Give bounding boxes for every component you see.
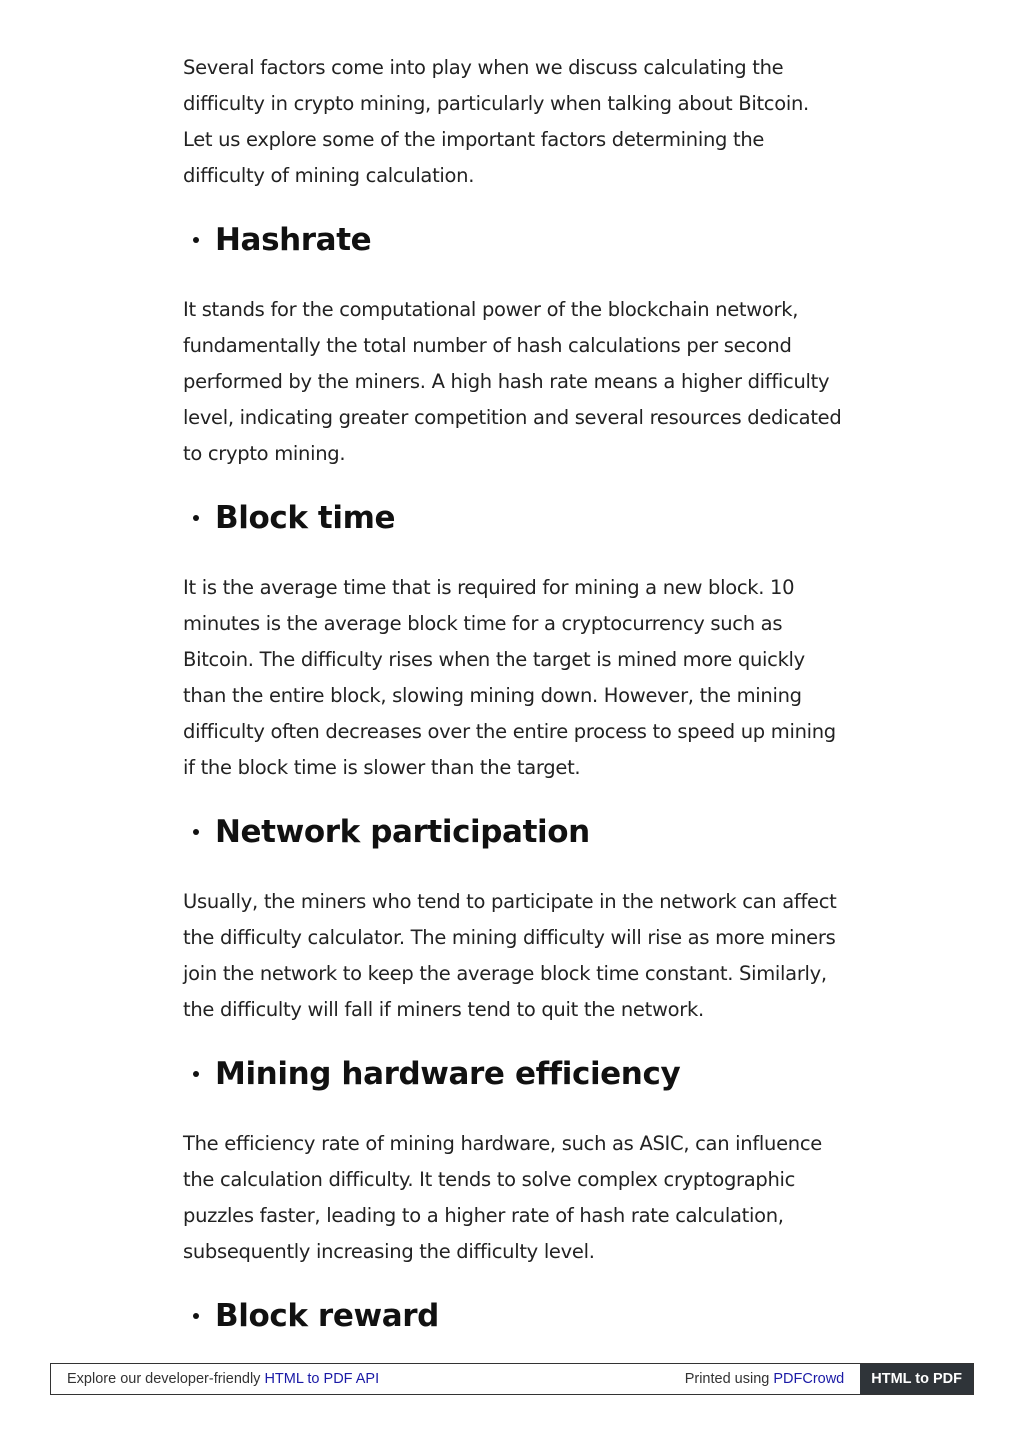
footer-left-text: Explore our developer-friendly <box>67 1371 261 1387</box>
html-to-pdf-api-link[interactable]: HTML to PDF API <box>264 1371 380 1387</box>
heading-label: Mining hardware efficiency <box>215 1056 681 1092</box>
heading-label: Block time <box>215 500 396 536</box>
heading-block-reward <box>183 1294 843 1338</box>
hashrate-paragraph: It stands for the computational power of the blockchain network, fundamentally the total number of hash calculations per second performed by the miners. A high hash rate means a higher difficulty level, indicating greater competition and several resources dedicated to crypto mining. <box>183 298 842 465</box>
heading-label: Network participation <box>215 814 590 850</box>
intro-paragraph: Several factors come into play when we discuss calculating the difficulty in crypto mining, particularly when talking about Bitcoin. Let us explore some of the important factors determining the difficulty of mining calculation. <box>183 56 809 187</box>
bullet-icon <box>193 829 199 835</box>
network-participation-paragraph: Usually, the miners who tend to participate in the network can affect the difficulty calculator. The mining difficulty will rise as more miners join the network to keep the average block time constant. Similarly, the difficulty will fall if miners tend to quit the network. <box>183 890 837 1021</box>
bullet-icon <box>193 1313 199 1319</box>
footer-right-text: Printed using <box>684 1371 770 1387</box>
heading-network-participation <box>183 810 843 854</box>
bullet-icon <box>193 515 199 521</box>
bullet-icon <box>193 1071 199 1077</box>
block-time-paragraph: It is the average time that is required for mining a new block. 10 minutes is the average block time for a cryptocurrency such as Bitcoin. The difficulty rises when the target is mined more quickly than the entire block, slowing mining down. However, the mining difficulty often decreases over the entire process to speed up mining if the block time is slower than the target. <box>183 576 836 779</box>
footer-left <box>51 1364 685 1394</box>
mining-hardware-paragraph: The efficiency rate of mining hardware, such as ASIC, can influence the calculation difficulty. It tends to solve complex cryptographic puzzles faster, leading to a higher rate of hash rate calculation, subsequently increasing the difficulty level. <box>183 1132 822 1263</box>
heading-mining-hardware-efficiency <box>183 1052 843 1096</box>
pdfcrowd-link[interactable]: PDFCrowd <box>773 1371 845 1387</box>
heading-label: Block reward <box>215 1298 439 1334</box>
footer-right <box>685 1364 861 1394</box>
bullet-icon <box>193 237 199 243</box>
html-to-pdf-badge[interactable]: HTML to PDF <box>860 1364 973 1394</box>
heading-label: Hashrate <box>215 222 372 258</box>
heading-block-time <box>183 496 843 540</box>
article-content <box>183 50 843 1338</box>
heading-hashrate <box>183 218 843 262</box>
pdfcrowd-footer <box>50 1363 974 1395</box>
